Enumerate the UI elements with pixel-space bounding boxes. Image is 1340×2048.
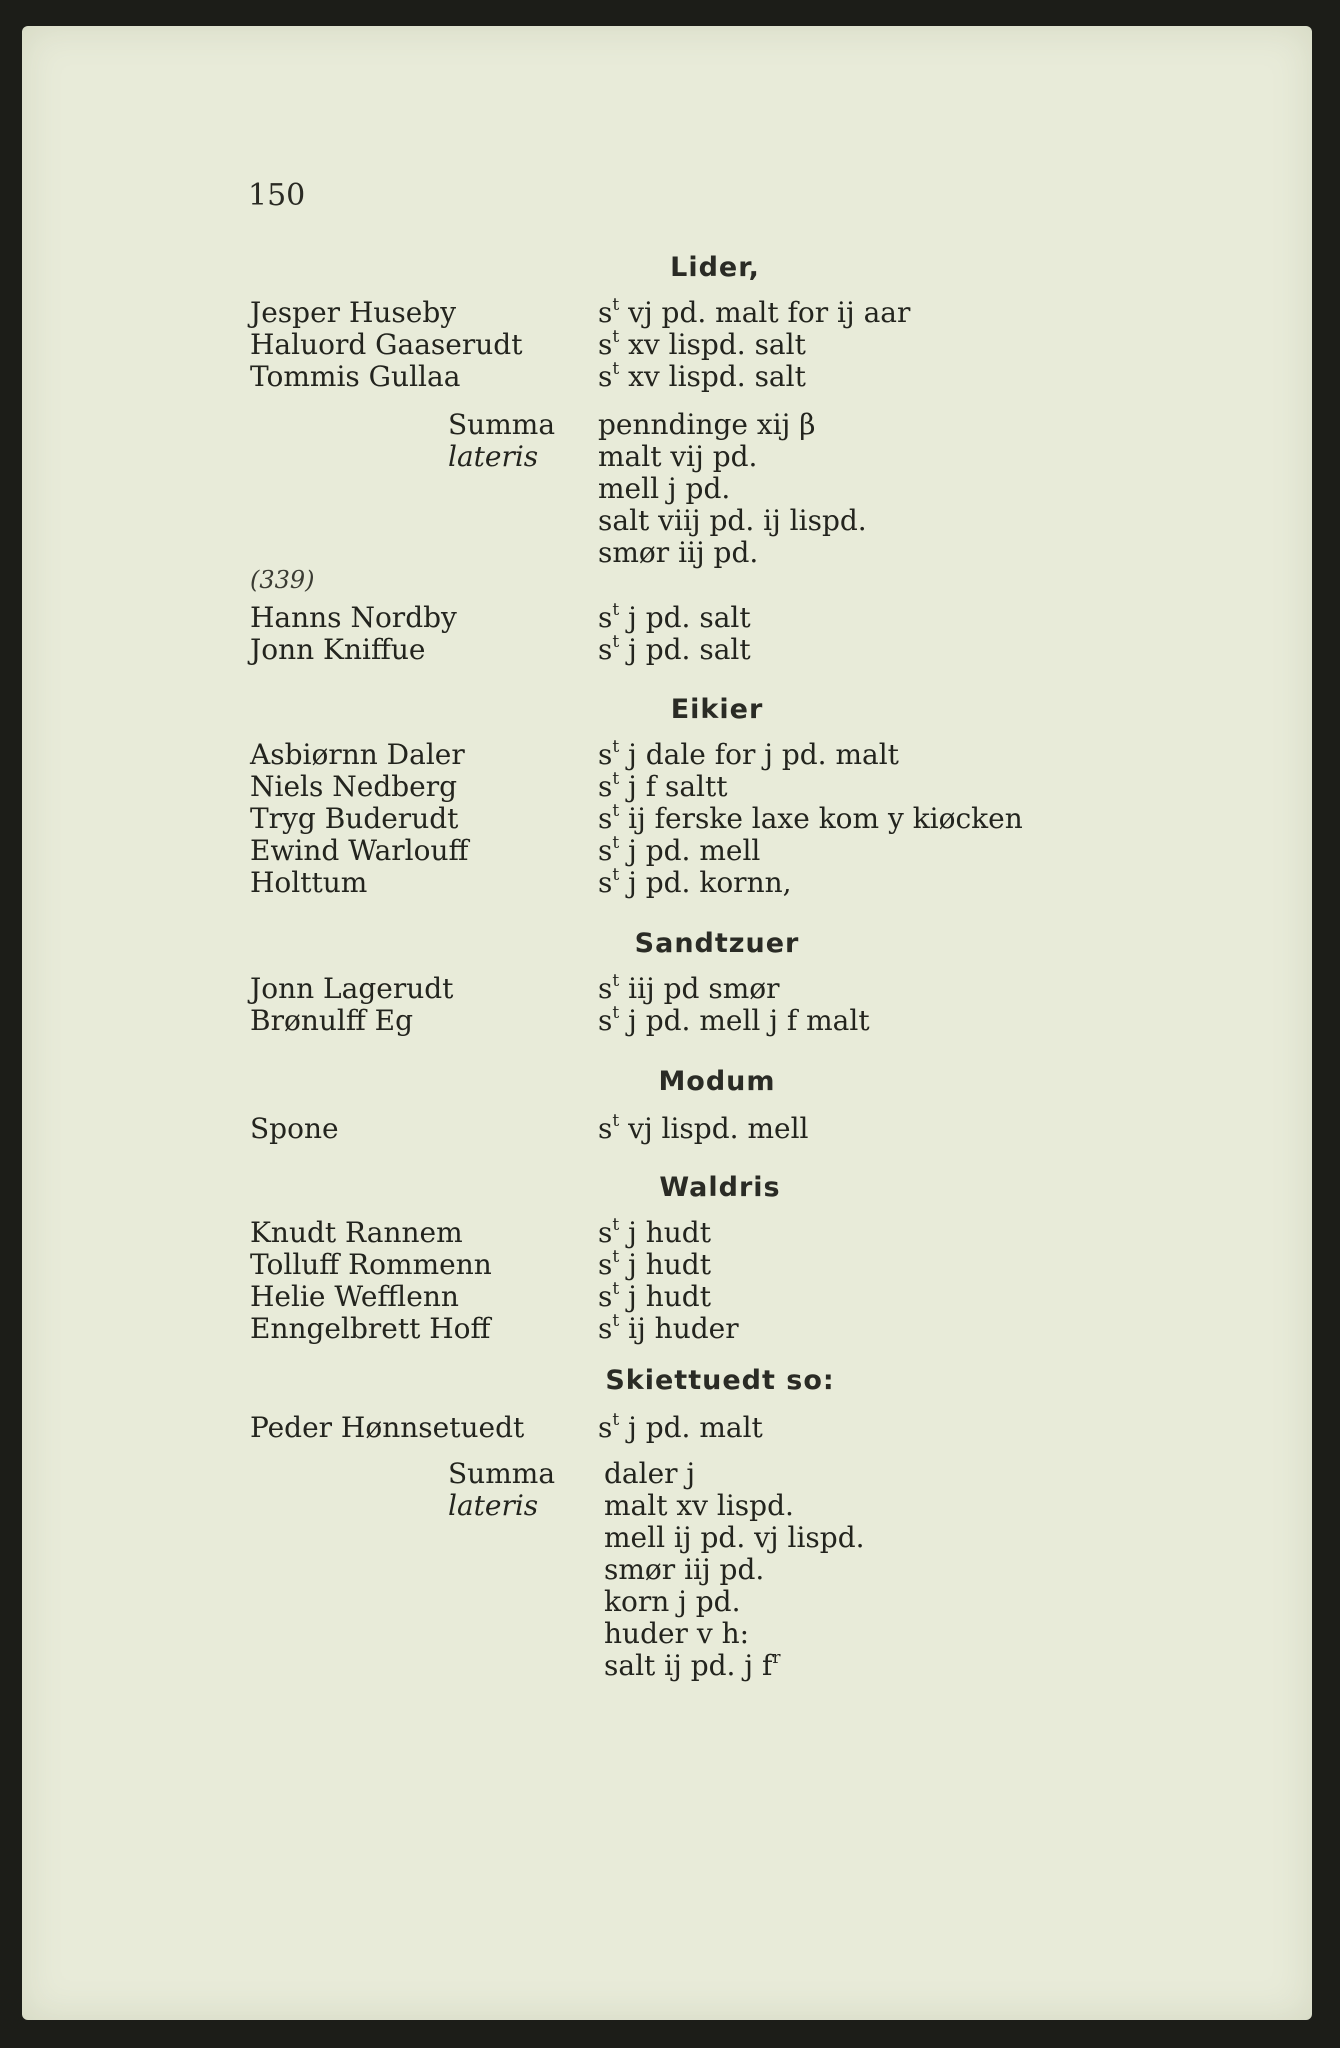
- entry-name: Niels Nedberg: [250, 770, 458, 803]
- entry-text: $s^t$ j pd. malt: [598, 1410, 763, 1444]
- entry-name: Holttum: [250, 866, 368, 899]
- entry-name: Peder Hønnsetuedt: [250, 1411, 525, 1444]
- summa-line: smør iij pd.: [604, 1553, 765, 1586]
- entry-text: $s^t$ j f saltt: [598, 769, 728, 803]
- entry-text: $s^t$ j dale for j pd. malt: [598, 737, 899, 771]
- entry-name: Knudt Rannem: [250, 1216, 463, 1249]
- lateris-label: lateris: [448, 1489, 539, 1522]
- summa-line: smør iij pd.: [598, 536, 759, 569]
- entry-name: Jonn Kniffue: [250, 633, 426, 666]
- entry-name: Asbiørnn Daler: [250, 738, 465, 771]
- entry-text: $s^t$ j pd. mell: [598, 833, 761, 867]
- summa-line: huder v h:: [604, 1617, 750, 1650]
- entry-text: $s^t$ j hudt: [598, 1215, 711, 1249]
- entry-name: Jesper Huseby: [250, 296, 457, 329]
- summa-label: Summa: [448, 1457, 556, 1490]
- section-heading-sandtzuer: Sandtzuer: [634, 928, 800, 959]
- entry-text: $s^t$ ij ferske laxe kom y kiøcken: [598, 801, 1023, 835]
- entry-name: Enngelbrett Hoff: [250, 1312, 491, 1345]
- entry-text: $s^t$ ij huder: [598, 1311, 739, 1345]
- summa-line: malt vij pd.: [598, 440, 758, 473]
- summa-line: mell ij pd. vj lispd.: [604, 1521, 865, 1554]
- summa-line: penndinge xij β: [598, 408, 816, 441]
- summa-line: mell j pd.: [598, 472, 731, 505]
- page-reference-note: (339): [250, 566, 315, 594]
- entry-text: $s^t$ j pd. salt: [598, 600, 751, 634]
- summa-line: malt xv lispd.: [604, 1489, 794, 1522]
- entry-text: $s^t$ xv lispd. salt: [598, 359, 806, 393]
- entry-text: $s^t$ j hudt: [598, 1279, 711, 1313]
- summa-line: salt viij pd. ij lispd.: [598, 504, 867, 537]
- entry-name: Tryg Buderudt: [250, 802, 459, 835]
- summa-line: salt ij pd. j $f^r$: [604, 1648, 781, 1682]
- entry-name: Ewind Warlouff: [250, 834, 469, 867]
- entry-text: $s^t$ vj lispd. mell: [598, 1111, 809, 1145]
- entry-name: Hanns Nordby: [250, 601, 457, 634]
- summa-line: korn j pd.: [604, 1585, 741, 1618]
- section-heading-waldris: Waldris: [659, 1172, 781, 1203]
- page-number: 150: [248, 178, 306, 213]
- summa-label: Summa: [448, 408, 556, 441]
- entry-name: Helie Wefflenn: [250, 1280, 459, 1313]
- entry-name: Tommis Gullaa: [250, 360, 461, 393]
- section-heading-skiettuedt: Skiettuedt so:: [605, 1365, 835, 1396]
- entry-text: $s^t$ j pd. kornn,: [598, 865, 792, 899]
- entry-text: $s^t$ j pd. salt: [598, 632, 751, 666]
- entry-text: $s^t$ j pd. mell j f malt: [598, 1003, 870, 1037]
- section-heading-modum: Modum: [658, 1066, 776, 1097]
- entry-text: $s^t$ vj pd. malt for ij aar: [598, 295, 911, 329]
- section-heading-eikier: Eikier: [670, 694, 764, 725]
- entry-text: $s^t$ iij pd smør: [598, 971, 780, 1005]
- entry-name: Brønulff Eg: [250, 1004, 413, 1037]
- entry-text: $s^t$ j hudt: [598, 1247, 711, 1281]
- summa-line: daler j: [604, 1457, 696, 1490]
- entry-name: Tolluff Rommenn: [250, 1248, 492, 1281]
- section-heading-lider: Lider,: [670, 252, 760, 283]
- lateris-label: lateris: [448, 440, 539, 473]
- entry-name: Spone: [250, 1112, 339, 1145]
- entry-text: $s^t$ xv lispd. salt: [598, 327, 806, 361]
- entry-name: Jonn Lagerudt: [250, 972, 454, 1005]
- entry-name: Haluord Gaaserudt: [250, 328, 523, 361]
